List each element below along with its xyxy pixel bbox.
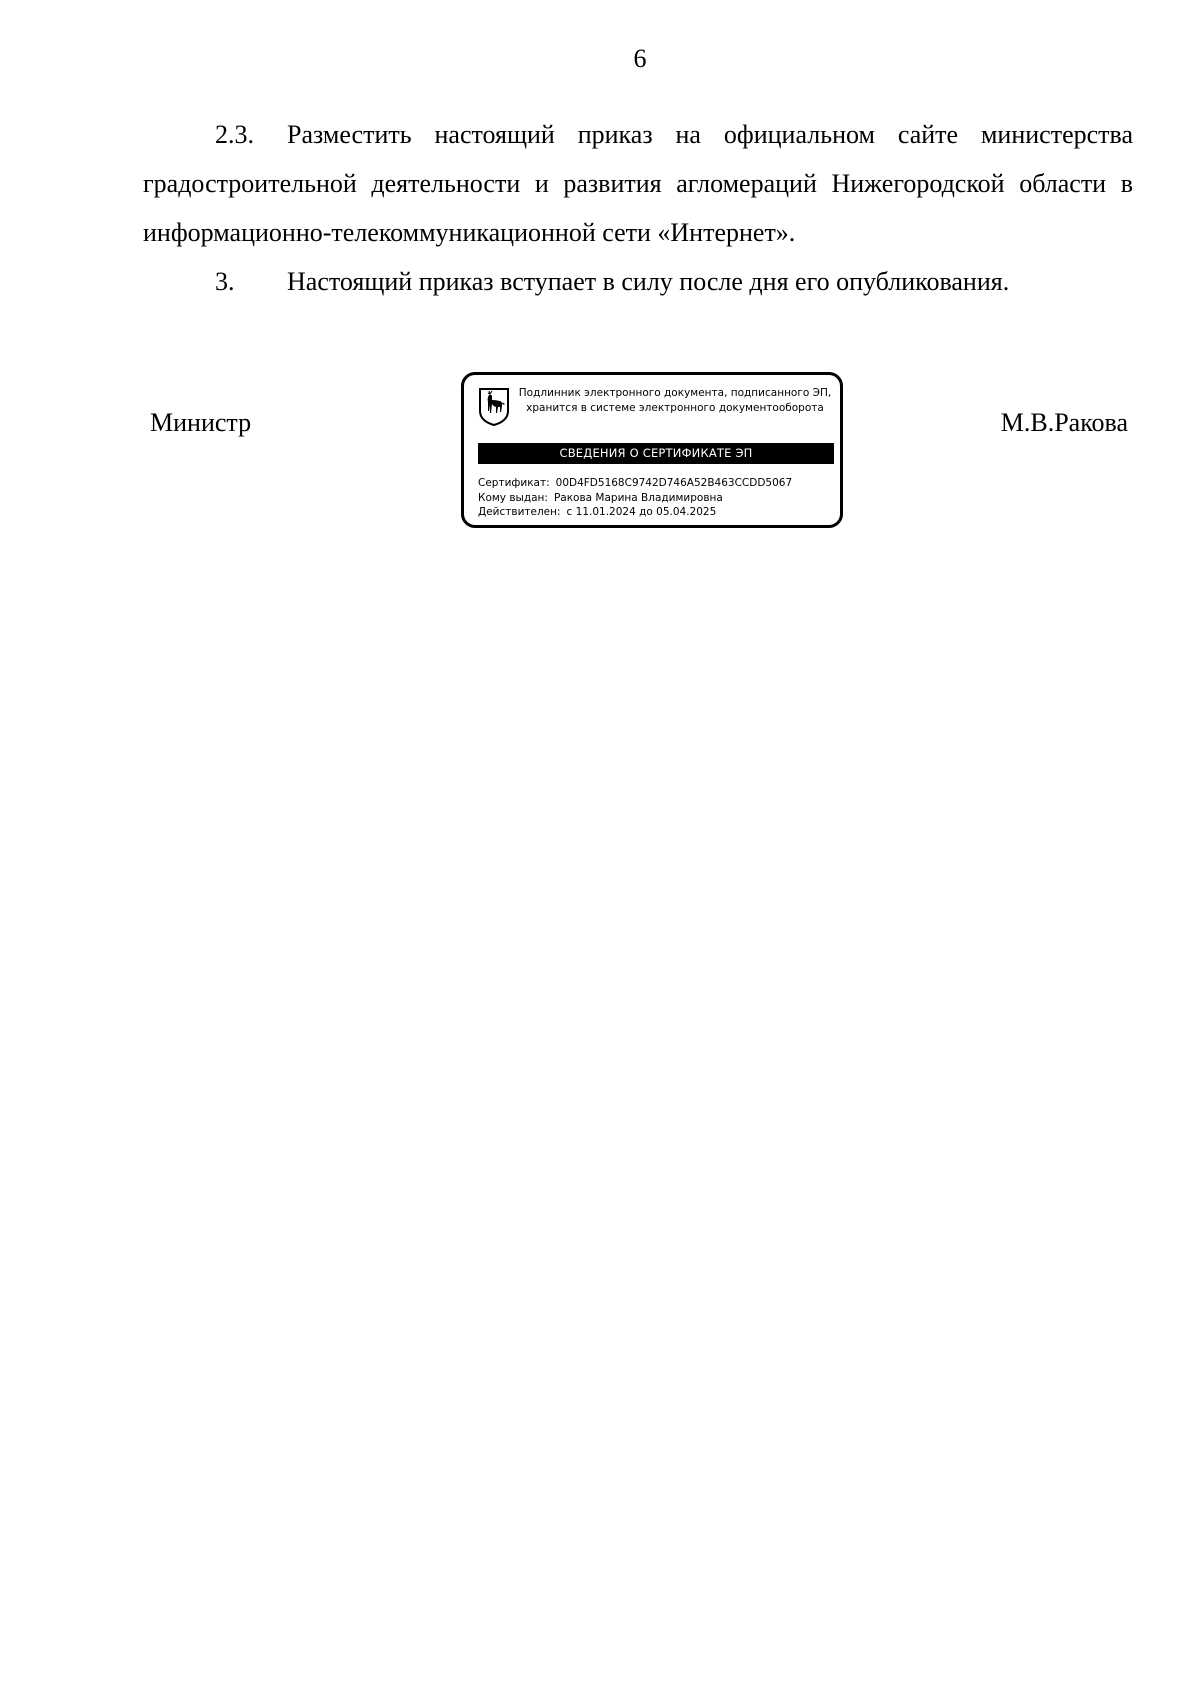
page-number-text: 6 bbox=[633, 44, 647, 73]
paragraph-number: 3. bbox=[215, 267, 235, 296]
certificate-label: Сертификат: bbox=[478, 477, 550, 489]
stamp-header bbox=[516, 386, 834, 416]
issued-to-label: Кому выдан: bbox=[478, 491, 548, 504]
signer-name: М.В.Ракова bbox=[1000, 408, 1128, 437]
certificate-row bbox=[478, 476, 834, 491]
validity-row bbox=[478, 505, 834, 520]
paragraph-2-3 bbox=[143, 110, 1133, 257]
paragraph-text: Разместить настоящий приказ на официальном сайте министерства градостроительной деятельности и развития агломераций Нижегородской области в информационно-телекоммуникационной сети «Интернет». bbox=[143, 120, 1133, 247]
certificate-value: 00D4FD5168C9742D746A52B463CCDD5067 bbox=[555, 477, 793, 489]
stamp-header-line: хранится в системе электронного документооборота bbox=[526, 402, 824, 414]
stamp-header-line: Подлинник электронного документа, подписанного ЭП, bbox=[518, 387, 832, 399]
validity-label: Действителен: bbox=[478, 506, 561, 518]
issued-to-value: Ракова Марина Владимировна bbox=[553, 491, 723, 504]
signer-position: Министр bbox=[150, 408, 252, 437]
certificate-details bbox=[478, 476, 834, 520]
document-body bbox=[143, 110, 1133, 306]
electronic-signature-stamp bbox=[461, 372, 843, 528]
paragraph-number: 2.3. bbox=[215, 120, 254, 149]
signature-block bbox=[0, 370, 1200, 540]
issued-to-row bbox=[478, 491, 834, 506]
nizhny-novgorod-deer-coat-of-arms-icon bbox=[478, 387, 510, 427]
validity-value: с 11.01.2024 до 05.04.2025 bbox=[566, 506, 717, 518]
paragraph-3 bbox=[143, 257, 1133, 306]
certificate-info-bar: СВЕДЕНИЯ О СЕРТИФИКАТЕ ЭП bbox=[478, 443, 834, 464]
paragraph-text: Настоящий приказ вступает в силу после дня его опубликования. bbox=[287, 267, 1010, 296]
